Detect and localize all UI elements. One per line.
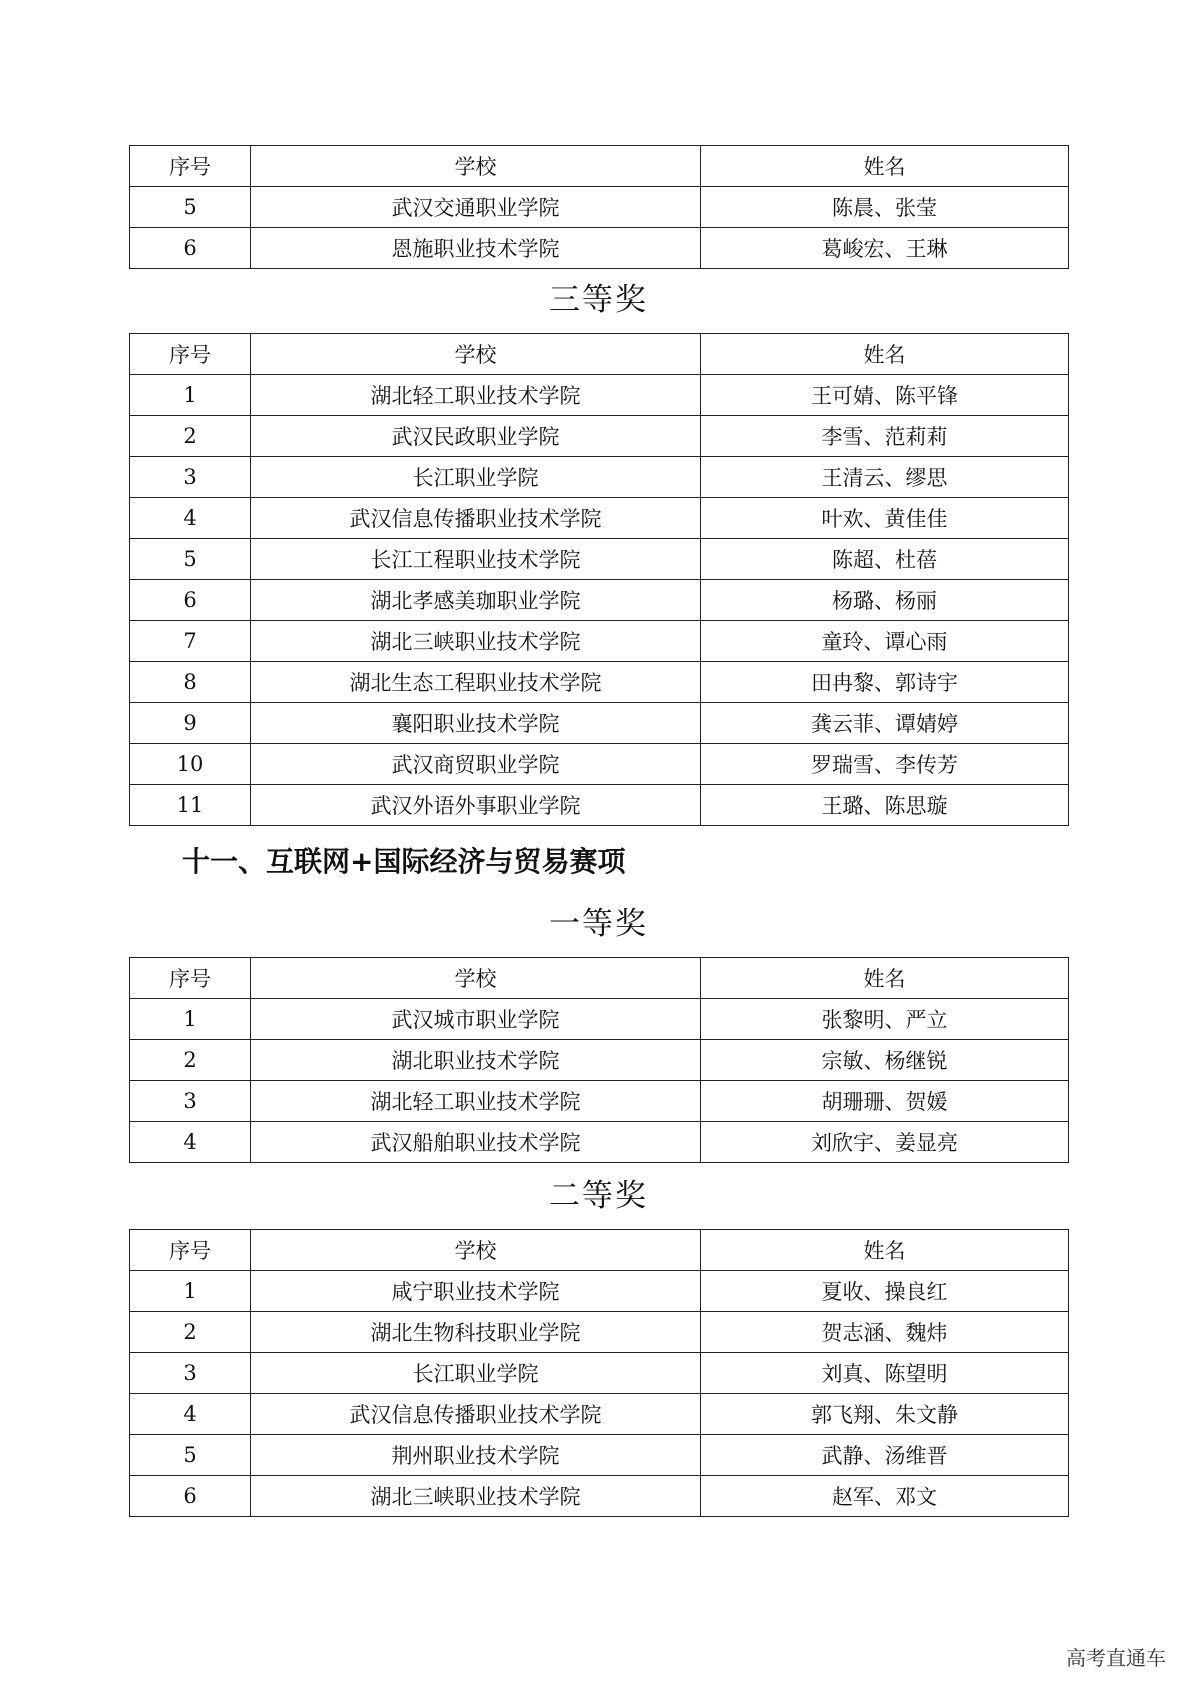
cell-school: 湖北轻工职业技术学院	[251, 375, 701, 416]
cell-name: 郭飞翔、朱文静	[701, 1394, 1069, 1435]
cell-name: 陈晨、张莹	[701, 187, 1069, 228]
table-row	[130, 539, 1069, 580]
header-name: 姓名	[701, 1230, 1069, 1271]
table-row	[130, 1040, 1069, 1081]
table-row	[130, 457, 1069, 498]
cell-name: 刘真、陈望明	[701, 1353, 1069, 1394]
cell-school: 咸宁职业技术学院	[251, 1271, 701, 1312]
cell-no: 11	[130, 785, 251, 826]
cell-name: 杨璐、杨丽	[701, 580, 1069, 621]
cell-school: 湖北三峡职业技术学院	[251, 621, 701, 662]
watermark: 高考直通车	[1066, 1646, 1166, 1670]
cell-name: 田冉黎、郭诗宇	[701, 662, 1069, 703]
table-row	[130, 621, 1069, 662]
header-no: 序号	[130, 334, 251, 375]
table-row	[130, 416, 1069, 457]
header-no: 序号	[130, 146, 251, 187]
cell-name: 武静、汤维晋	[701, 1435, 1069, 1476]
cell-no: 3	[130, 1081, 251, 1122]
cell-no: 6	[130, 580, 251, 621]
cell-no: 2	[130, 416, 251, 457]
header-school: 学校	[251, 958, 701, 999]
header-name: 姓名	[701, 146, 1069, 187]
cell-no: 3	[130, 457, 251, 498]
award-title-second: 二等奖	[549, 1178, 648, 1214]
table-row	[130, 1312, 1069, 1353]
cell-no: 6	[130, 228, 251, 269]
section-title: 十一、互联网+国际经济与贸易赛项	[182, 845, 626, 878]
cell-no: 4	[130, 1394, 251, 1435]
award-title-first: 一等奖	[549, 906, 648, 942]
cell-school: 武汉商贸职业学院	[251, 744, 701, 785]
cell-no: 4	[130, 498, 251, 539]
cell-name: 罗瑞雪、李传芳	[701, 744, 1069, 785]
header-name: 姓名	[701, 334, 1069, 375]
table-row	[130, 1271, 1069, 1312]
cell-no: 9	[130, 703, 251, 744]
cell-school: 长江职业学院	[251, 1353, 701, 1394]
cell-name: 陈超、杜蓓	[701, 539, 1069, 580]
header-school: 学校	[251, 334, 701, 375]
cell-school: 荆州职业技术学院	[251, 1435, 701, 1476]
cell-name: 胡珊珊、贺媛	[701, 1081, 1069, 1122]
award-table-third	[129, 333, 1069, 826]
cell-school: 武汉城市职业学院	[251, 999, 701, 1040]
table-row	[130, 228, 1069, 269]
cell-school: 长江职业学院	[251, 457, 701, 498]
cell-school: 长江工程职业技术学院	[251, 539, 701, 580]
award-table-second	[129, 1229, 1069, 1517]
cell-name: 刘欣宇、姜显亮	[701, 1122, 1069, 1163]
cell-name: 张黎明、严立	[701, 999, 1069, 1040]
cell-no: 5	[130, 1435, 251, 1476]
table-row	[130, 375, 1069, 416]
cell-name: 夏收、操良红	[701, 1271, 1069, 1312]
table-row	[130, 785, 1069, 826]
cell-name: 葛峻宏、王琳	[701, 228, 1069, 269]
header-no: 序号	[130, 958, 251, 999]
table-row	[130, 1394, 1069, 1435]
cell-school: 襄阳职业技术学院	[251, 703, 701, 744]
cell-no: 6	[130, 1476, 251, 1517]
cell-name: 王璐、陈思璇	[701, 785, 1069, 826]
cell-no: 2	[130, 1040, 251, 1081]
cell-school: 湖北生物科技职业学院	[251, 1312, 701, 1353]
header-no: 序号	[130, 1230, 251, 1271]
table-row	[130, 999, 1069, 1040]
table-row	[130, 662, 1069, 703]
award-title-third: 三等奖	[549, 282, 648, 318]
table-header-row	[130, 958, 1069, 999]
table-row	[130, 1435, 1069, 1476]
table-row	[130, 744, 1069, 785]
cell-school: 武汉信息传播职业技术学院	[251, 498, 701, 539]
table-row	[130, 1081, 1069, 1122]
table-row	[130, 187, 1069, 228]
award-table-continued	[129, 145, 1069, 269]
table-row	[130, 498, 1069, 539]
cell-school: 武汉信息传播职业技术学院	[251, 1394, 701, 1435]
cell-school: 湖北轻工职业技术学院	[251, 1081, 701, 1122]
cell-no: 1	[130, 375, 251, 416]
cell-name: 李雪、范莉莉	[701, 416, 1069, 457]
cell-name: 宗敏、杨继锐	[701, 1040, 1069, 1081]
table-row	[130, 703, 1069, 744]
cell-no: 7	[130, 621, 251, 662]
cell-school: 湖北三峡职业技术学院	[251, 1476, 701, 1517]
cell-school: 武汉外语外事职业学院	[251, 785, 701, 826]
cell-no: 5	[130, 539, 251, 580]
cell-no: 1	[130, 999, 251, 1040]
cell-no: 10	[130, 744, 251, 785]
header-school: 学校	[251, 146, 701, 187]
cell-school: 恩施职业技术学院	[251, 228, 701, 269]
cell-name: 叶欢、黄佳佳	[701, 498, 1069, 539]
table-header-row	[130, 1230, 1069, 1271]
table-header-row	[130, 146, 1069, 187]
cell-school: 湖北职业技术学院	[251, 1040, 701, 1081]
cell-no: 1	[130, 1271, 251, 1312]
cell-school: 湖北孝感美珈职业学院	[251, 580, 701, 621]
cell-school: 武汉交通职业学院	[251, 187, 701, 228]
cell-name: 龚云菲、谭婧婷	[701, 703, 1069, 744]
cell-school: 武汉民政职业学院	[251, 416, 701, 457]
table-header-row	[130, 334, 1069, 375]
table-row	[130, 1353, 1069, 1394]
cell-school: 武汉船舶职业技术学院	[251, 1122, 701, 1163]
cell-no: 5	[130, 187, 251, 228]
award-table-first	[129, 957, 1069, 1163]
cell-name: 赵军、邓文	[701, 1476, 1069, 1517]
table-row	[130, 580, 1069, 621]
header-name: 姓名	[701, 958, 1069, 999]
cell-name: 童玲、谭心雨	[701, 621, 1069, 662]
cell-school: 湖北生态工程职业技术学院	[251, 662, 701, 703]
cell-name: 王可婧、陈平锋	[701, 375, 1069, 416]
cell-name: 王清云、缪思	[701, 457, 1069, 498]
cell-no: 8	[130, 662, 251, 703]
cell-no: 3	[130, 1353, 251, 1394]
cell-no: 4	[130, 1122, 251, 1163]
table-row	[130, 1122, 1069, 1163]
table-row	[130, 1476, 1069, 1517]
cell-name: 贺志涵、魏炜	[701, 1312, 1069, 1353]
header-school: 学校	[251, 1230, 701, 1271]
cell-no: 2	[130, 1312, 251, 1353]
